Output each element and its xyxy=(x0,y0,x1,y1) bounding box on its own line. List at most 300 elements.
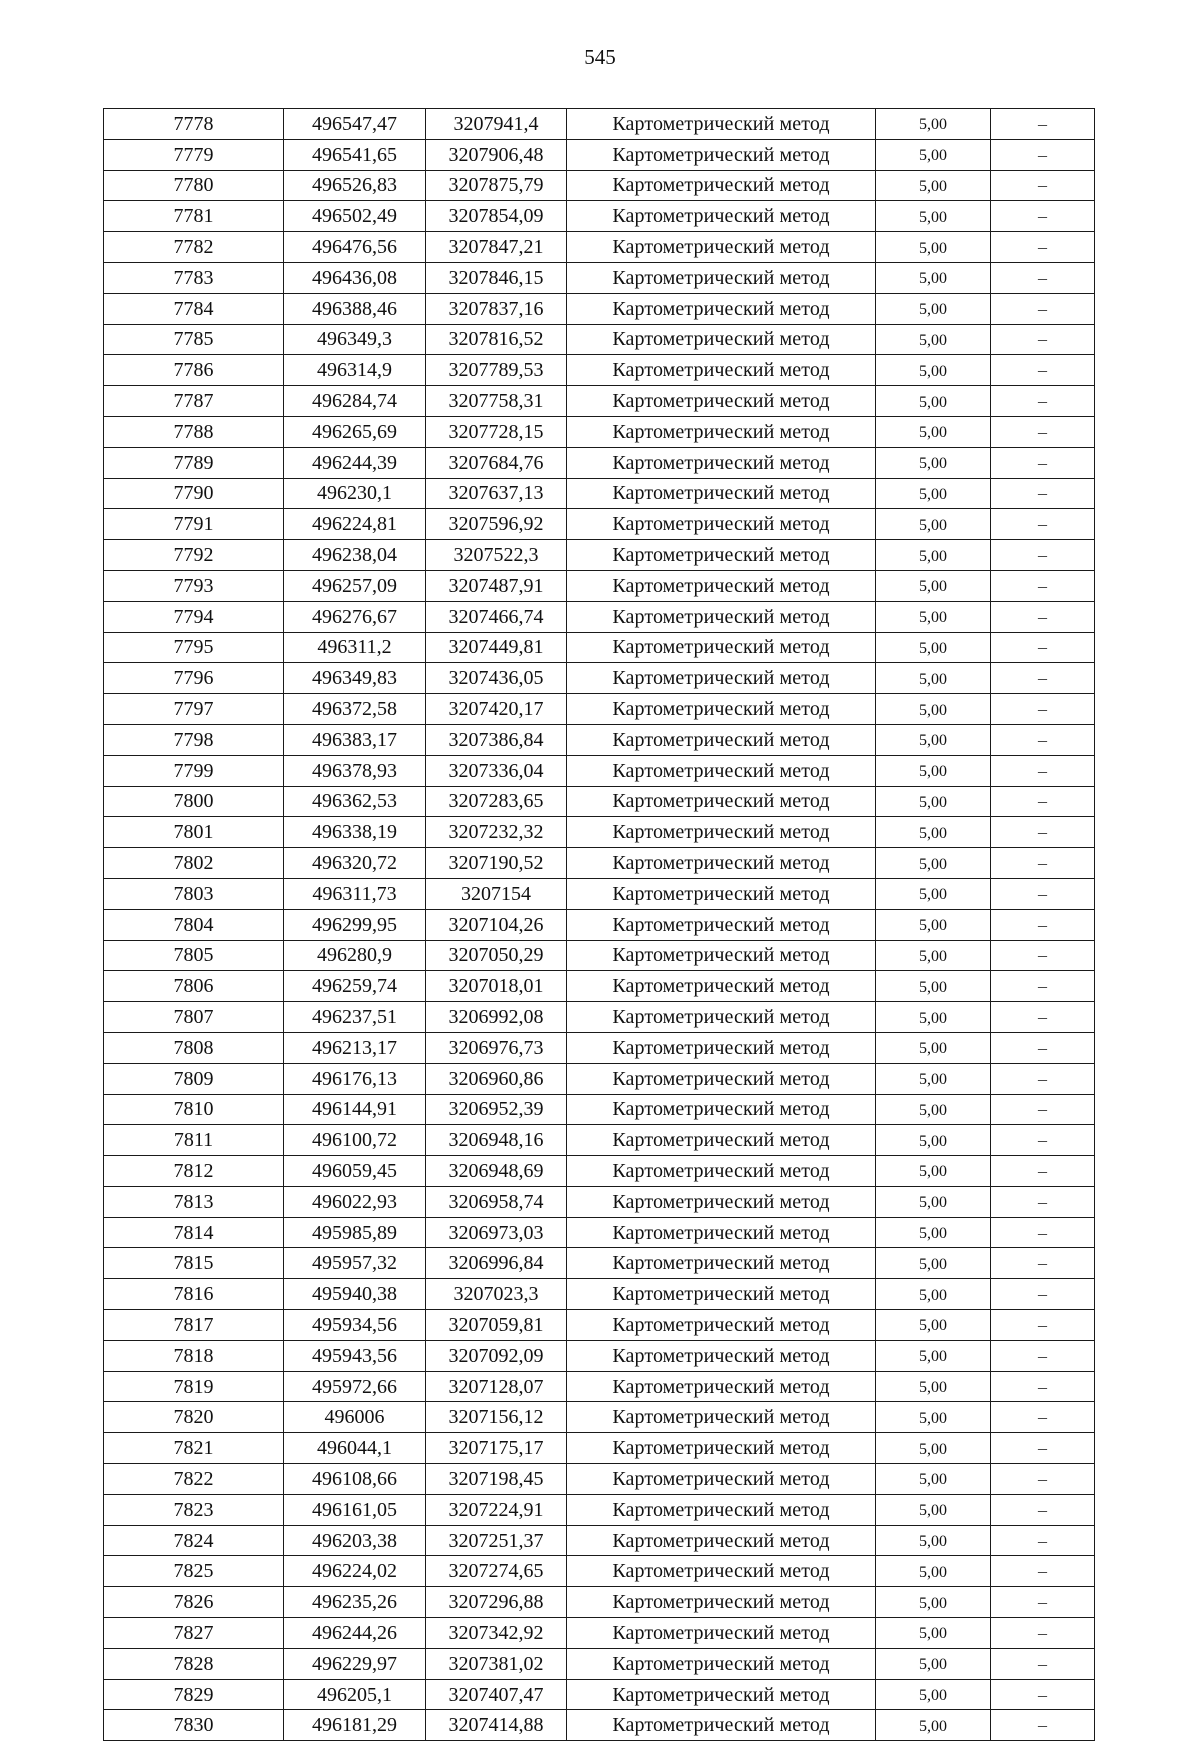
method-cell: Картометрический метод xyxy=(567,1556,876,1587)
table-row xyxy=(104,1310,1095,1341)
table-row xyxy=(104,1217,1095,1248)
y-coordinate-cell: 3207050,29 xyxy=(426,940,567,971)
table-row xyxy=(104,447,1095,478)
point-number-cell: 7778 xyxy=(104,109,284,140)
table-row xyxy=(104,1186,1095,1217)
y-coordinate-cell: 3207224,91 xyxy=(426,1494,567,1525)
y-coordinate-cell: 3207059,81 xyxy=(426,1310,567,1341)
note-cell: – xyxy=(991,1464,1095,1495)
note-cell: – xyxy=(991,878,1095,909)
method-cell: Картометрический метод xyxy=(567,1464,876,1495)
table-row xyxy=(104,1248,1095,1279)
point-number-cell: 7800 xyxy=(104,786,284,817)
note-cell: – xyxy=(991,1186,1095,1217)
x-coordinate-cell: 496100,72 xyxy=(284,1125,426,1156)
y-coordinate-cell: 3206996,84 xyxy=(426,1248,567,1279)
point-number-cell: 7786 xyxy=(104,355,284,386)
method-cell: Картометрический метод xyxy=(567,447,876,478)
accuracy-cell: 5,00 xyxy=(876,170,991,201)
y-coordinate-cell: 3207274,65 xyxy=(426,1556,567,1587)
accuracy-cell: 5,00 xyxy=(876,570,991,601)
accuracy-cell: 5,00 xyxy=(876,478,991,509)
point-number-cell: 7782 xyxy=(104,232,284,263)
note-cell: – xyxy=(991,1217,1095,1248)
x-coordinate-cell: 496235,26 xyxy=(284,1587,426,1618)
table-row xyxy=(104,324,1095,355)
y-coordinate-cell: 3207854,09 xyxy=(426,201,567,232)
accuracy-cell: 5,00 xyxy=(876,1710,991,1741)
method-cell: Картометрический метод xyxy=(567,540,876,571)
x-coordinate-cell: 496284,74 xyxy=(284,386,426,417)
accuracy-cell: 5,00 xyxy=(876,109,991,140)
accuracy-cell: 5,00 xyxy=(876,355,991,386)
point-number-cell: 7799 xyxy=(104,755,284,786)
method-cell: Картометрический метод xyxy=(567,1371,876,1402)
method-cell: Картометрический метод xyxy=(567,1032,876,1063)
accuracy-cell: 5,00 xyxy=(876,1125,991,1156)
x-coordinate-cell: 496541,65 xyxy=(284,139,426,170)
y-coordinate-cell: 3207837,16 xyxy=(426,293,567,324)
method-cell: Картометрический метод xyxy=(567,478,876,509)
point-number-cell: 7797 xyxy=(104,694,284,725)
method-cell: Картометрический метод xyxy=(567,878,876,909)
accuracy-cell: 5,00 xyxy=(876,817,991,848)
note-cell: – xyxy=(991,509,1095,540)
table-row xyxy=(104,1371,1095,1402)
x-coordinate-cell: 496378,93 xyxy=(284,755,426,786)
note-cell: – xyxy=(991,1710,1095,1741)
accuracy-cell: 5,00 xyxy=(876,940,991,971)
point-number-cell: 7814 xyxy=(104,1217,284,1248)
point-number-cell: 7780 xyxy=(104,170,284,201)
note-cell: – xyxy=(991,109,1095,140)
x-coordinate-cell: 495940,38 xyxy=(284,1279,426,1310)
y-coordinate-cell: 3206958,74 xyxy=(426,1186,567,1217)
table-row xyxy=(104,663,1095,694)
point-number-cell: 7825 xyxy=(104,1556,284,1587)
x-coordinate-cell: 496224,81 xyxy=(284,509,426,540)
note-cell: – xyxy=(991,447,1095,478)
note-cell: – xyxy=(991,632,1095,663)
accuracy-cell: 5,00 xyxy=(876,1402,991,1433)
x-coordinate-cell: 496372,58 xyxy=(284,694,426,725)
accuracy-cell: 5,00 xyxy=(876,1371,991,1402)
x-coordinate-cell: 496230,1 xyxy=(284,478,426,509)
accuracy-cell: 5,00 xyxy=(876,786,991,817)
note-cell: – xyxy=(991,940,1095,971)
table-row xyxy=(104,848,1095,879)
method-cell: Картометрический метод xyxy=(567,1125,876,1156)
y-coordinate-cell: 3207023,3 xyxy=(426,1279,567,1310)
table-row xyxy=(104,755,1095,786)
table-row xyxy=(104,1094,1095,1125)
x-coordinate-cell: 496388,46 xyxy=(284,293,426,324)
note-cell: – xyxy=(991,1002,1095,1033)
accuracy-cell: 5,00 xyxy=(876,201,991,232)
point-number-cell: 7808 xyxy=(104,1032,284,1063)
note-cell: – xyxy=(991,1648,1095,1679)
method-cell: Картометрический метод xyxy=(567,386,876,417)
accuracy-cell: 5,00 xyxy=(876,1063,991,1094)
accuracy-cell: 5,00 xyxy=(876,262,991,293)
accuracy-cell: 5,00 xyxy=(876,1094,991,1125)
y-coordinate-cell: 3207407,47 xyxy=(426,1679,567,1710)
method-cell: Картометрический метод xyxy=(567,632,876,663)
x-coordinate-cell: 496476,56 xyxy=(284,232,426,263)
note-cell: – xyxy=(991,1156,1095,1187)
x-coordinate-cell: 496229,97 xyxy=(284,1648,426,1679)
y-coordinate-cell: 3207232,32 xyxy=(426,817,567,848)
x-coordinate-cell: 496213,17 xyxy=(284,1032,426,1063)
table-row xyxy=(104,632,1095,663)
accuracy-cell: 5,00 xyxy=(876,878,991,909)
method-cell: Картометрический метод xyxy=(567,663,876,694)
note-cell: – xyxy=(991,570,1095,601)
point-number-cell: 7806 xyxy=(104,971,284,1002)
y-coordinate-cell: 3206976,73 xyxy=(426,1032,567,1063)
x-coordinate-cell: 496176,13 xyxy=(284,1063,426,1094)
accuracy-cell: 5,00 xyxy=(876,694,991,725)
x-coordinate-cell: 496314,9 xyxy=(284,355,426,386)
note-cell: – xyxy=(991,1310,1095,1341)
y-coordinate-cell: 3207190,52 xyxy=(426,848,567,879)
table-row xyxy=(104,1464,1095,1495)
note-cell: – xyxy=(991,601,1095,632)
point-number-cell: 7795 xyxy=(104,632,284,663)
method-cell: Картометрический метод xyxy=(567,786,876,817)
y-coordinate-cell: 3207789,53 xyxy=(426,355,567,386)
method-cell: Картометрический метод xyxy=(567,1679,876,1710)
y-coordinate-cell: 3207296,88 xyxy=(426,1587,567,1618)
table-row xyxy=(104,109,1095,140)
x-coordinate-cell: 496244,39 xyxy=(284,447,426,478)
point-number-cell: 7827 xyxy=(104,1618,284,1649)
method-cell: Картометрический метод xyxy=(567,416,876,447)
x-coordinate-cell: 496311,2 xyxy=(284,632,426,663)
point-number-cell: 7803 xyxy=(104,878,284,909)
y-coordinate-cell: 3206948,16 xyxy=(426,1125,567,1156)
method-cell: Картометрический метод xyxy=(567,324,876,355)
point-number-cell: 7789 xyxy=(104,447,284,478)
method-cell: Картометрический метод xyxy=(567,262,876,293)
note-cell: – xyxy=(991,1433,1095,1464)
accuracy-cell: 5,00 xyxy=(876,416,991,447)
y-coordinate-cell: 3207420,17 xyxy=(426,694,567,725)
accuracy-cell: 5,00 xyxy=(876,293,991,324)
x-coordinate-cell: 496383,17 xyxy=(284,724,426,755)
y-coordinate-cell: 3207487,91 xyxy=(426,570,567,601)
x-coordinate-cell: 496338,19 xyxy=(284,817,426,848)
y-coordinate-cell: 3206992,08 xyxy=(426,1002,567,1033)
x-coordinate-cell: 496244,26 xyxy=(284,1618,426,1649)
method-cell: Картометрический метод xyxy=(567,1310,876,1341)
point-number-cell: 7790 xyxy=(104,478,284,509)
note-cell: – xyxy=(991,1556,1095,1587)
point-number-cell: 7784 xyxy=(104,293,284,324)
y-coordinate-cell: 3207846,15 xyxy=(426,262,567,293)
table-row xyxy=(104,386,1095,417)
note-cell: – xyxy=(991,293,1095,324)
note-cell: – xyxy=(991,848,1095,879)
x-coordinate-cell: 495934,56 xyxy=(284,1310,426,1341)
y-coordinate-cell: 3207198,45 xyxy=(426,1464,567,1495)
y-coordinate-cell: 3207092,09 xyxy=(426,1340,567,1371)
note-cell: – xyxy=(991,139,1095,170)
method-cell: Картометрический метод xyxy=(567,1186,876,1217)
accuracy-cell: 5,00 xyxy=(876,1618,991,1649)
table-row xyxy=(104,878,1095,909)
table-row xyxy=(104,416,1095,447)
accuracy-cell: 5,00 xyxy=(876,1217,991,1248)
table-row xyxy=(104,724,1095,755)
note-cell: – xyxy=(991,540,1095,571)
note-cell: – xyxy=(991,386,1095,417)
method-cell: Картометрический метод xyxy=(567,1279,876,1310)
x-coordinate-cell: 496349,3 xyxy=(284,324,426,355)
accuracy-cell: 5,00 xyxy=(876,632,991,663)
accuracy-cell: 5,00 xyxy=(876,386,991,417)
method-cell: Картометрический метод xyxy=(567,1710,876,1741)
point-number-cell: 7788 xyxy=(104,416,284,447)
note-cell: – xyxy=(991,1032,1095,1063)
method-cell: Картометрический метод xyxy=(567,724,876,755)
note-cell: – xyxy=(991,170,1095,201)
method-cell: Картометрический метод xyxy=(567,109,876,140)
x-coordinate-cell: 495985,89 xyxy=(284,1217,426,1248)
y-coordinate-cell: 3206960,86 xyxy=(426,1063,567,1094)
table-row xyxy=(104,1556,1095,1587)
table-row xyxy=(104,509,1095,540)
page-number: 545 xyxy=(584,45,616,69)
note-cell: – xyxy=(991,755,1095,786)
accuracy-cell: 5,00 xyxy=(876,447,991,478)
note-cell: – xyxy=(991,694,1095,725)
y-coordinate-cell: 3207758,31 xyxy=(426,386,567,417)
method-cell: Картометрический метод xyxy=(567,940,876,971)
accuracy-cell: 5,00 xyxy=(876,1310,991,1341)
point-number-cell: 7830 xyxy=(104,1710,284,1741)
y-coordinate-cell: 3207637,13 xyxy=(426,478,567,509)
point-number-cell: 7802 xyxy=(104,848,284,879)
point-number-cell: 7812 xyxy=(104,1156,284,1187)
point-number-cell: 7779 xyxy=(104,139,284,170)
table-row xyxy=(104,1402,1095,1433)
y-coordinate-cell: 3207816,52 xyxy=(426,324,567,355)
y-coordinate-cell: 3207941,4 xyxy=(426,109,567,140)
accuracy-cell: 5,00 xyxy=(876,1587,991,1618)
x-coordinate-cell: 496059,45 xyxy=(284,1156,426,1187)
accuracy-cell: 5,00 xyxy=(876,1186,991,1217)
note-cell: – xyxy=(991,1371,1095,1402)
accuracy-cell: 5,00 xyxy=(876,971,991,1002)
table-row xyxy=(104,1525,1095,1556)
method-cell: Картометрический метод xyxy=(567,971,876,1002)
table-row xyxy=(104,817,1095,848)
x-coordinate-cell: 496238,04 xyxy=(284,540,426,571)
note-cell: – xyxy=(991,1125,1095,1156)
table-row xyxy=(104,694,1095,725)
point-number-cell: 7785 xyxy=(104,324,284,355)
method-cell: Картометрический метод xyxy=(567,570,876,601)
point-number-cell: 7791 xyxy=(104,509,284,540)
note-cell: – xyxy=(991,324,1095,355)
y-coordinate-cell: 3207018,01 xyxy=(426,971,567,1002)
table-row xyxy=(104,355,1095,386)
x-coordinate-cell: 496436,08 xyxy=(284,262,426,293)
method-cell: Картометрический метод xyxy=(567,1217,876,1248)
accuracy-cell: 5,00 xyxy=(876,1648,991,1679)
table-row xyxy=(104,601,1095,632)
point-number-cell: 7822 xyxy=(104,1464,284,1495)
table-row xyxy=(104,1279,1095,1310)
x-coordinate-cell: 496276,67 xyxy=(284,601,426,632)
method-cell: Картометрический метод xyxy=(567,1618,876,1649)
method-cell: Картометрический метод xyxy=(567,601,876,632)
accuracy-cell: 5,00 xyxy=(876,601,991,632)
point-number-cell: 7811 xyxy=(104,1125,284,1156)
y-coordinate-cell: 3207466,74 xyxy=(426,601,567,632)
x-coordinate-cell: 496362,53 xyxy=(284,786,426,817)
accuracy-cell: 5,00 xyxy=(876,1525,991,1556)
point-number-cell: 7816 xyxy=(104,1279,284,1310)
method-cell: Картометрический метод xyxy=(567,293,876,324)
table-row xyxy=(104,293,1095,324)
x-coordinate-cell: 496320,72 xyxy=(284,848,426,879)
method-cell: Картометрический метод xyxy=(567,909,876,940)
method-cell: Картометрический метод xyxy=(567,232,876,263)
y-coordinate-cell: 3207684,76 xyxy=(426,447,567,478)
method-cell: Картометрический метод xyxy=(567,1248,876,1279)
y-coordinate-cell: 3207436,05 xyxy=(426,663,567,694)
note-cell: – xyxy=(991,1279,1095,1310)
y-coordinate-cell: 3207175,17 xyxy=(426,1433,567,1464)
point-number-cell: 7818 xyxy=(104,1340,284,1371)
table-row xyxy=(104,1156,1095,1187)
x-coordinate-cell: 496205,1 xyxy=(284,1679,426,1710)
accuracy-cell: 5,00 xyxy=(876,1279,991,1310)
method-cell: Картометрический метод xyxy=(567,1002,876,1033)
point-number-cell: 7828 xyxy=(104,1648,284,1679)
x-coordinate-cell: 496502,49 xyxy=(284,201,426,232)
x-coordinate-cell: 495943,56 xyxy=(284,1340,426,1371)
note-cell: – xyxy=(991,262,1095,293)
note-cell: – xyxy=(991,663,1095,694)
method-cell: Картометрический метод xyxy=(567,1156,876,1187)
table-row xyxy=(104,1494,1095,1525)
y-coordinate-cell: 3207342,92 xyxy=(426,1618,567,1649)
note-cell: – xyxy=(991,1525,1095,1556)
table-row xyxy=(104,139,1095,170)
point-number-cell: 7813 xyxy=(104,1186,284,1217)
method-cell: Картометрический метод xyxy=(567,1340,876,1371)
y-coordinate-cell: 3207414,88 xyxy=(426,1710,567,1741)
point-number-cell: 7819 xyxy=(104,1371,284,1402)
method-cell: Картометрический метод xyxy=(567,201,876,232)
method-cell: Картометрический метод xyxy=(567,817,876,848)
accuracy-cell: 5,00 xyxy=(876,1494,991,1525)
table-row xyxy=(104,1587,1095,1618)
note-cell: – xyxy=(991,1063,1095,1094)
note-cell: – xyxy=(991,1402,1095,1433)
y-coordinate-cell: 3207104,26 xyxy=(426,909,567,940)
note-cell: – xyxy=(991,201,1095,232)
x-coordinate-cell: 496006 xyxy=(284,1402,426,1433)
point-number-cell: 7807 xyxy=(104,1002,284,1033)
method-cell: Картометрический метод xyxy=(567,1525,876,1556)
x-coordinate-cell: 496022,93 xyxy=(284,1186,426,1217)
note-cell: – xyxy=(991,232,1095,263)
accuracy-cell: 5,00 xyxy=(876,509,991,540)
table-row xyxy=(104,1618,1095,1649)
table-row xyxy=(104,1002,1095,1033)
point-number-cell: 7809 xyxy=(104,1063,284,1094)
method-cell: Картометрический метод xyxy=(567,1063,876,1094)
table-row xyxy=(104,170,1095,201)
table-row xyxy=(104,1125,1095,1156)
x-coordinate-cell: 495972,66 xyxy=(284,1371,426,1402)
table-row xyxy=(104,570,1095,601)
table-row xyxy=(104,971,1095,1002)
point-number-cell: 7798 xyxy=(104,724,284,755)
method-cell: Картометрический метод xyxy=(567,1648,876,1679)
accuracy-cell: 5,00 xyxy=(876,1464,991,1495)
accuracy-cell: 5,00 xyxy=(876,909,991,940)
accuracy-cell: 5,00 xyxy=(876,232,991,263)
x-coordinate-cell: 496237,51 xyxy=(284,1002,426,1033)
point-number-cell: 7793 xyxy=(104,570,284,601)
note-cell: – xyxy=(991,1679,1095,1710)
method-cell: Картометрический метод xyxy=(567,1402,876,1433)
x-coordinate-cell: 496526,83 xyxy=(284,170,426,201)
note-cell: – xyxy=(991,355,1095,386)
accuracy-cell: 5,00 xyxy=(876,1156,991,1187)
y-coordinate-cell: 3207386,84 xyxy=(426,724,567,755)
note-cell: – xyxy=(991,786,1095,817)
accuracy-cell: 5,00 xyxy=(876,663,991,694)
accuracy-cell: 5,00 xyxy=(876,1340,991,1371)
x-coordinate-cell: 496161,05 xyxy=(284,1494,426,1525)
x-coordinate-cell: 496203,38 xyxy=(284,1525,426,1556)
table-row xyxy=(104,909,1095,940)
note-cell: – xyxy=(991,971,1095,1002)
table-row xyxy=(104,262,1095,293)
method-cell: Картометрический метод xyxy=(567,755,876,786)
accuracy-cell: 5,00 xyxy=(876,1433,991,1464)
point-number-cell: 7805 xyxy=(104,940,284,971)
y-coordinate-cell: 3207522,3 xyxy=(426,540,567,571)
y-coordinate-cell: 3207875,79 xyxy=(426,170,567,201)
x-coordinate-cell: 496349,83 xyxy=(284,663,426,694)
point-number-cell: 7824 xyxy=(104,1525,284,1556)
y-coordinate-cell: 3206973,03 xyxy=(426,1217,567,1248)
table-row xyxy=(104,1433,1095,1464)
method-cell: Картометрический метод xyxy=(567,355,876,386)
point-number-cell: 7804 xyxy=(104,909,284,940)
x-coordinate-cell: 496299,95 xyxy=(284,909,426,940)
x-coordinate-cell: 496108,66 xyxy=(284,1464,426,1495)
point-number-cell: 7801 xyxy=(104,817,284,848)
x-coordinate-cell: 496257,09 xyxy=(284,570,426,601)
y-coordinate-cell: 3206952,39 xyxy=(426,1094,567,1125)
x-coordinate-cell: 496280,9 xyxy=(284,940,426,971)
y-coordinate-cell: 3207906,48 xyxy=(426,139,567,170)
method-cell: Картометрический метод xyxy=(567,1494,876,1525)
table-row xyxy=(104,478,1095,509)
point-number-cell: 7815 xyxy=(104,1248,284,1279)
table-row xyxy=(104,786,1095,817)
note-cell: – xyxy=(991,909,1095,940)
accuracy-cell: 5,00 xyxy=(876,848,991,879)
